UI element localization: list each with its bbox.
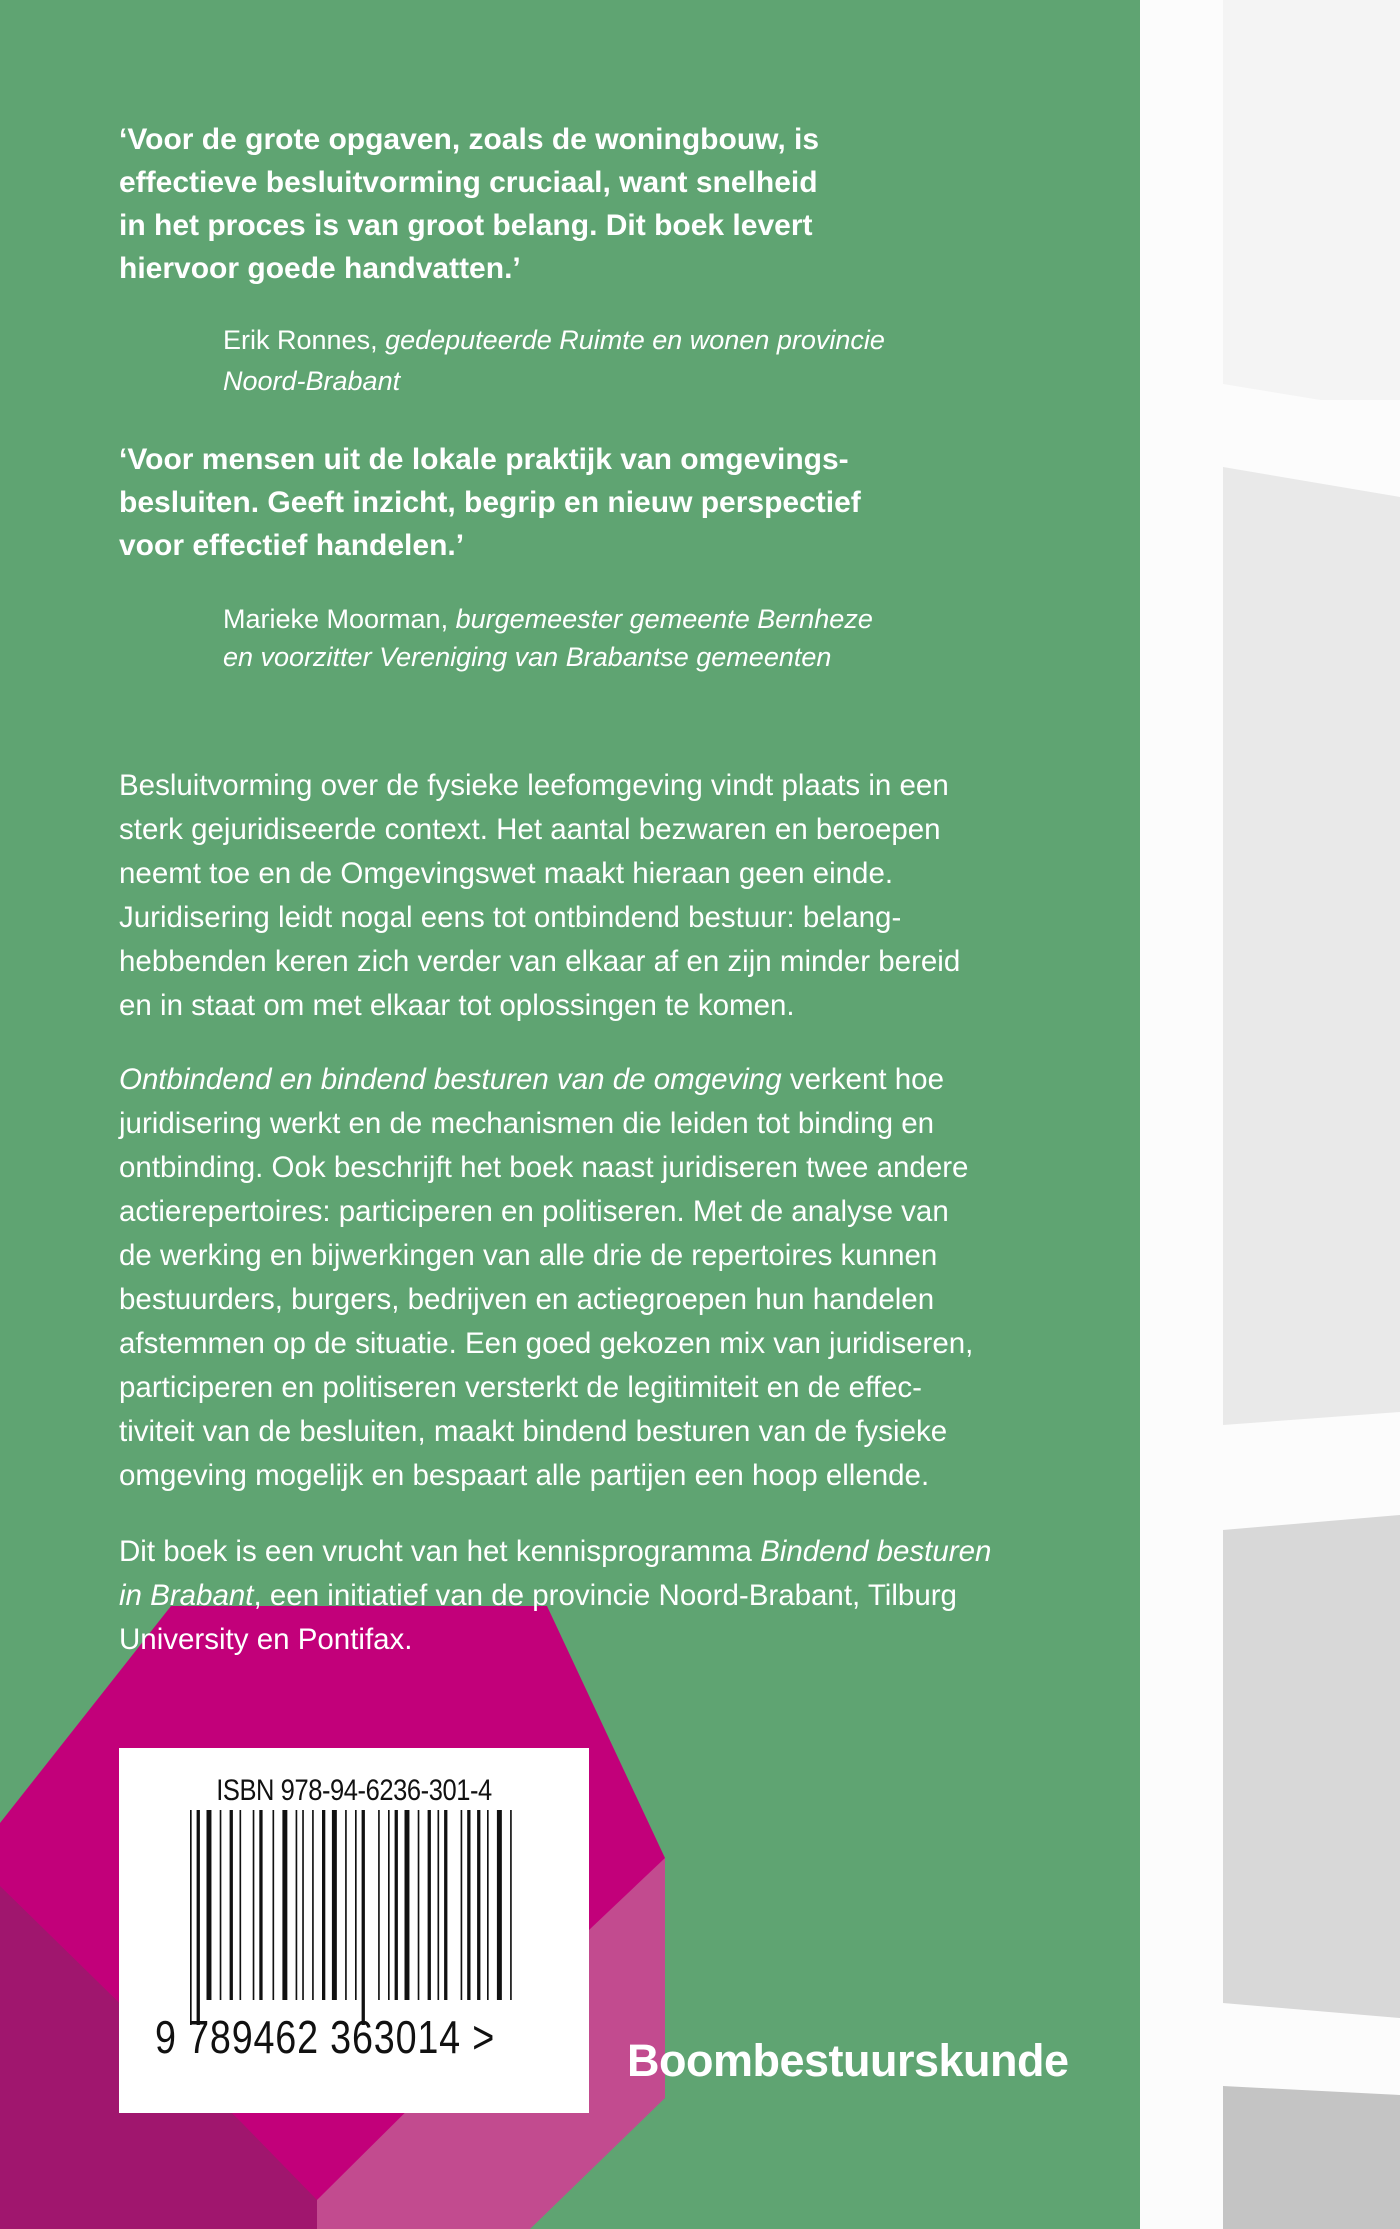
text-line: ‘Voor de grote opgaven, zoals de woningbouw, is bbox=[119, 123, 820, 156]
barcode-bar bbox=[477, 1810, 480, 2000]
text-segment: afstemmen op de situatie. Een goed gekozen mix van juridiseren, bbox=[119, 1327, 974, 1360]
barcode-bar bbox=[259, 1810, 262, 2000]
italic-text: burgemeester gemeente Bernheze bbox=[455, 604, 873, 634]
text-line bbox=[119, 1322, 973, 1366]
barcode-bar bbox=[378, 1810, 380, 2000]
text-line bbox=[119, 896, 960, 940]
barcode-bar bbox=[428, 1810, 431, 2000]
text-segment: tiviteit van de besluiten, maakt bindend besturen van de fysieke bbox=[119, 1415, 948, 1448]
paragraph-1 bbox=[119, 764, 960, 1028]
text-segment: participeren en politiseren versterkt de legitimiteit en de effec- bbox=[119, 1371, 922, 1404]
text-segment: Marieke Moorman, bbox=[223, 604, 456, 634]
barcode-bar bbox=[405, 1810, 410, 2000]
text-line: ‘Voor mensen uit de lokale praktijk van omgevings- bbox=[119, 443, 849, 476]
italic-text: gedeputeerde Ruimte en wonen provincie bbox=[385, 325, 885, 355]
publisher-logo: Boombestuurskunde bbox=[627, 2035, 1069, 2086]
text-segment: juridisering werkt en de mechanismen die leiden tot binding en bbox=[119, 1107, 935, 1140]
text-segment: University en Pontifax. bbox=[119, 1623, 413, 1656]
text-line bbox=[119, 852, 960, 896]
text-segment: en in staat om met elkaar tot oplossingen te komen. bbox=[119, 989, 795, 1022]
barcode-bar bbox=[418, 1810, 420, 2000]
barcode-bar bbox=[302, 1810, 304, 2000]
text-segment: actierepertoires: participeren en politiseren. Met de analyse van bbox=[119, 1195, 949, 1228]
italic-text: en voorzitter Vereniging van Brabantse gemeenten bbox=[223, 642, 832, 672]
italic-text: Ontbindend en bindend besturen van de omgeving bbox=[119, 1063, 782, 1096]
text-line bbox=[119, 940, 960, 984]
italic-text: in Brabant bbox=[119, 1579, 254, 1612]
barcode-bar bbox=[467, 1810, 470, 2000]
text-line bbox=[119, 1454, 973, 1498]
quote-1 bbox=[119, 118, 819, 290]
text-line bbox=[119, 984, 960, 1028]
background-panel bbox=[1223, 0, 1400, 400]
barcode-bar bbox=[362, 1810, 365, 2025]
paragraph-2 bbox=[119, 1058, 973, 1498]
text-line: effectieve besluitvorming cruciaal, want snelheid bbox=[119, 166, 818, 199]
barcode-bar bbox=[444, 1810, 447, 2000]
text-segment: Besluitvorming over de fysieke leefomgeving vindt plaats in een bbox=[119, 769, 949, 802]
barcode-bar bbox=[510, 1810, 512, 2000]
background-panel bbox=[1223, 1515, 1400, 2020]
barcode-bar bbox=[461, 1810, 463, 2000]
text-line: besluiten. Geeft inzicht, begrip en nieuw perspectief bbox=[119, 486, 861, 519]
isbn-barcode bbox=[119, 1748, 589, 2113]
text-line bbox=[223, 638, 873, 676]
barcode-bar bbox=[487, 1810, 489, 2000]
text-line bbox=[119, 1366, 973, 1410]
text-line bbox=[119, 764, 960, 808]
text-segment: Juridisering leidt nogal eens tot ontbindend bestuur: belang- bbox=[119, 901, 902, 934]
text-segment: hebbenden keren zich verder van elkaar af en zijn minder bereid bbox=[119, 945, 961, 978]
barcode-bar bbox=[282, 1810, 287, 2000]
barcode-bar bbox=[273, 1810, 275, 2000]
italic-text: Noord-Brabant bbox=[223, 366, 401, 396]
barcode-bar bbox=[253, 1810, 255, 2000]
text-line: in het proces is van groot belang. Dit boek levert bbox=[119, 209, 813, 242]
barcode-bar bbox=[332, 1810, 337, 2000]
barcode-bar bbox=[312, 1810, 314, 2000]
barcode-bar bbox=[207, 1810, 212, 2000]
text-segment: de werking en bijwerkingen van alle drie de repertoires kunnen bbox=[119, 1239, 938, 1272]
barcode-bar bbox=[497, 1810, 502, 2000]
barcode-bar bbox=[345, 1810, 347, 2000]
text-segment: verkent hoe bbox=[781, 1063, 944, 1096]
barcode-bar bbox=[388, 1810, 390, 2000]
text-line bbox=[223, 320, 885, 361]
barcode-bar bbox=[438, 1810, 440, 2000]
barcode-digits: 9 789462 363014 > bbox=[155, 2011, 496, 2063]
barcode-bar bbox=[220, 1810, 222, 2000]
background-panel bbox=[1223, 2086, 1400, 2229]
text-line bbox=[119, 1530, 991, 1574]
text-line bbox=[119, 1190, 973, 1234]
text-line bbox=[119, 808, 960, 852]
text-line bbox=[119, 1102, 973, 1146]
barcode-bars bbox=[190, 1810, 520, 2025]
quote-2-attribution bbox=[223, 600, 873, 676]
text-segment: Dit boek is een vrucht van het kennisprogramma bbox=[119, 1535, 761, 1568]
text-line bbox=[119, 1278, 973, 1322]
italic-text: Bindend besturen bbox=[760, 1535, 992, 1568]
barcode-bar bbox=[395, 1810, 398, 2000]
text-line bbox=[119, 1618, 991, 1662]
isbn-label: ISBN 978-94-6236-301-4 bbox=[216, 1774, 492, 1807]
text-segment: ontbinding. Ook beschrijft het boek naast juridiseren twee andere bbox=[119, 1151, 969, 1184]
quote-2 bbox=[119, 438, 861, 567]
text-line bbox=[119, 1574, 991, 1618]
text-line bbox=[119, 1058, 973, 1102]
text-line bbox=[119, 1234, 973, 1278]
barcode-bar bbox=[197, 1810, 200, 2025]
text-segment: omgeving mogelijk en bespaart alle partijen een hoop ellende. bbox=[119, 1459, 930, 1492]
text-line: voor effectief handelen.’ bbox=[119, 529, 465, 562]
text-line bbox=[223, 600, 873, 638]
barcode-bar bbox=[240, 1810, 242, 2000]
text-segment: bestuurders, burgers, bedrijven en actiegroepen hun handelen bbox=[119, 1283, 935, 1316]
text-segment: , een initiatief van de provincie Noord-Brabant, Tilburg bbox=[253, 1579, 957, 1612]
barcode-bar bbox=[355, 1810, 357, 2000]
barcode-bar bbox=[230, 1810, 233, 2000]
barcode-bar bbox=[190, 1810, 192, 2025]
text-line bbox=[119, 1146, 973, 1190]
text-line bbox=[223, 361, 885, 402]
text-segment: Erik Ronnes, bbox=[223, 325, 386, 355]
barcode-bar bbox=[322, 1810, 325, 2000]
text-line bbox=[119, 1410, 973, 1454]
text-segment: sterk gejuridiseerde context. Het aantal bezwaren en beroepen bbox=[119, 813, 941, 846]
barcode-bar bbox=[296, 1810, 298, 2000]
quote-1-attribution bbox=[223, 320, 885, 402]
text-segment: neemt toe en de Omgevingswet maakt hieraan geen einde. bbox=[119, 857, 894, 890]
paragraph-3 bbox=[119, 1530, 991, 1662]
background-panel bbox=[1223, 467, 1400, 1427]
text-line: hiervoor goede handvatten.’ bbox=[119, 252, 521, 285]
